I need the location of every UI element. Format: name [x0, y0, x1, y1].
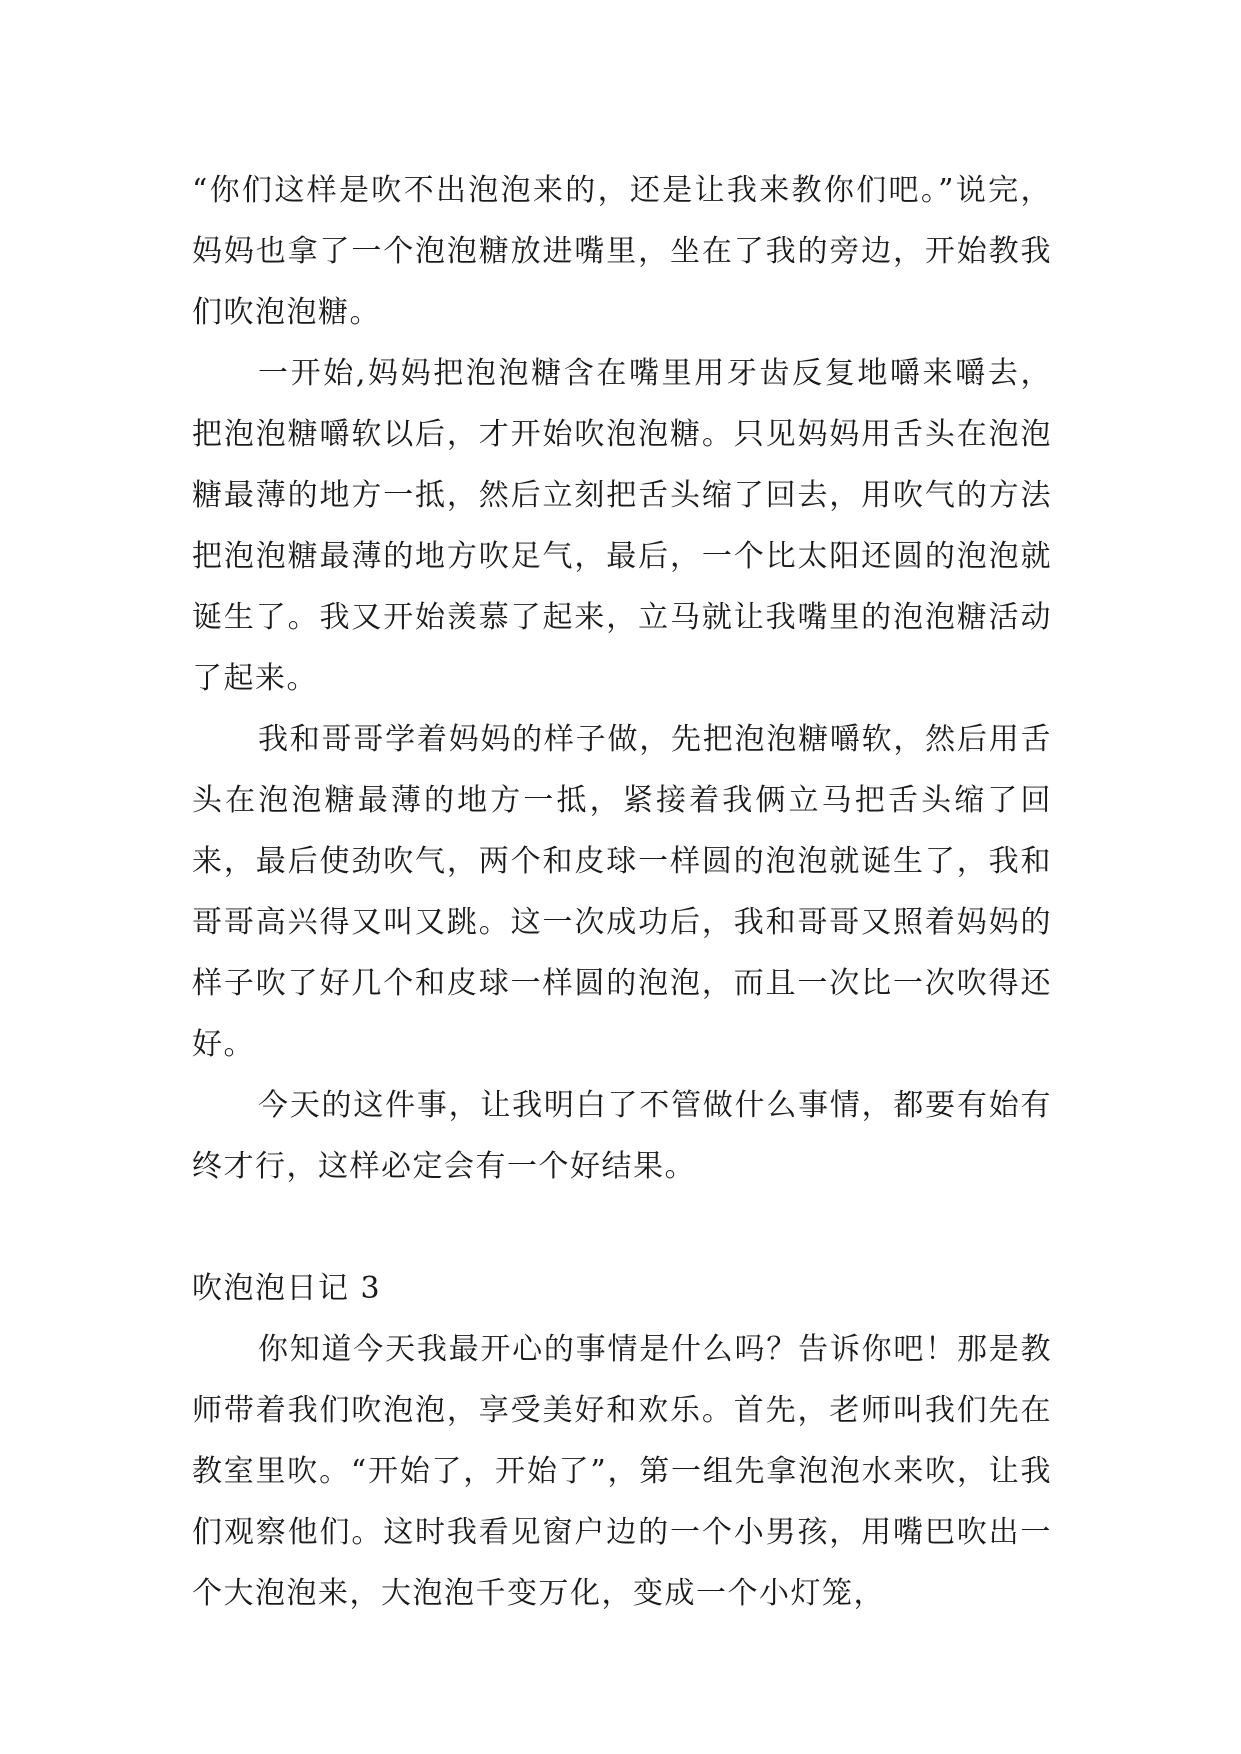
paragraph: 我和哥哥学着妈妈的样子做，先把泡泡糖嚼软，然后用舌头在泡泡糖最薄的地方一抵，紧接着我俩立马把舌头缩了回来，最后使劲吹气，两个和皮球一样圆的泡泡就诞生了，我和哥哥高兴得又叫又跳。这一次成功后，我和哥哥又照着妈妈的样子吹了好几个和皮球一样圆的泡泡，而且一次比一次吹得还好。 — [192, 722, 1052, 1062]
paragraph: 你知道今天我最开心的事情是什么吗？告诉你吧！那是教师带着我们吹泡泡，享受美好和欢乐。首先，老师叫我们先在教室里吹。“开始了，开始了”，第一组先拿泡泡水来吹，让我们观察他们。这时我看见窗户边的一个小男孩，用嘴巴吹出一个大泡泡来，大泡泡千变万化，变成一个小灯笼， — [192, 1332, 1052, 1611]
section-title: 吹泡泡日记 3 — [192, 1271, 382, 1306]
paragraph: 一开始,妈妈把泡泡糖含在嘴里用牙齿反复地嚼来嚼去，把泡泡糖嚼软以后，才开始吹泡泡糖。只见妈妈用舌头在泡泡糖最薄的地方一抵，然后立刻把舌头缩了回去，用吹气的方法把泡泡糖最薄的地方吹足气，最后，一个比太阳还圆的泡泡就诞生了。我又开始羡慕了起来，立马就让我嘴里的泡泡糖活动了起来。 — [192, 356, 1052, 696]
section-spacer — [192, 1197, 1052, 1258]
paragraph: 今天的这件事，让我明白了不管做什么事情，都要有始有终才行，这样必定会有一个好结果。 — [192, 1088, 1052, 1184]
paragraph-continuation: “你们这样是吹不出泡泡来的，还是让我来教你们吧。”说完，妈妈也拿了一个泡泡糖放进嘴里，坐在了我的旁边，开始教我们吹泡泡糖。 — [192, 173, 1052, 330]
document-body — [192, 160, 1052, 1624]
